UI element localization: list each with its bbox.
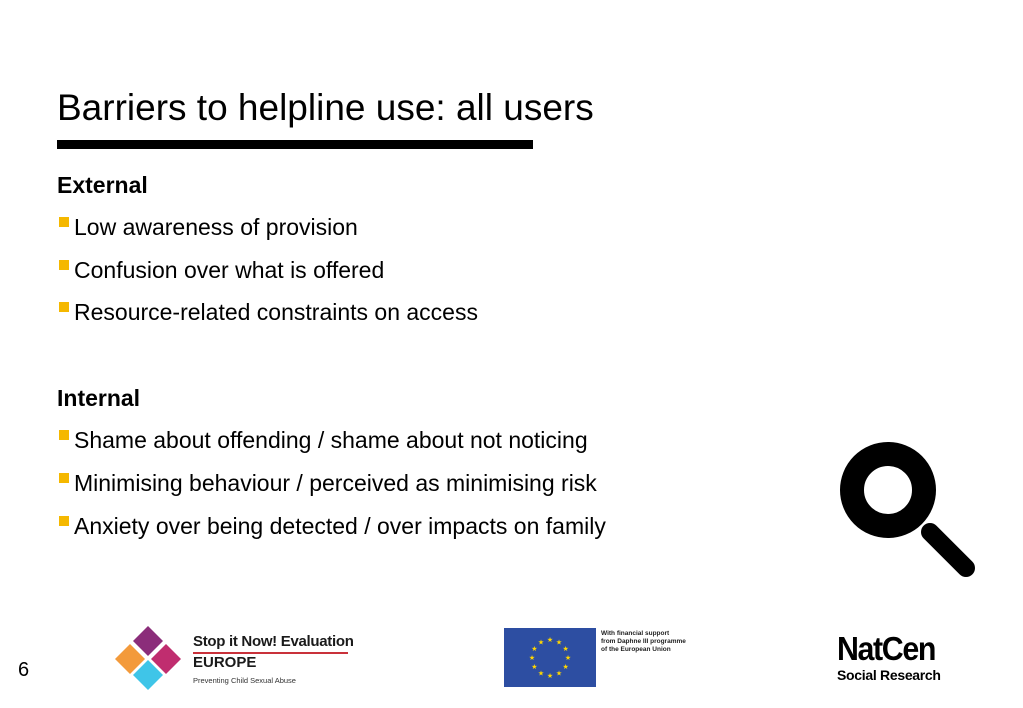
stop-logo-line1: Stop it Now! Evaluation — [193, 633, 354, 650]
bullet-text: Low awareness of provision — [74, 214, 358, 240]
page-number: 6 — [18, 659, 30, 681]
eu-star-icon: ★ — [555, 639, 563, 647]
square-bullet-icon — [59, 260, 69, 270]
bullet-text: Confusion over what is offered — [74, 257, 385, 283]
square-bullet-icon — [59, 302, 69, 312]
bullet-text: Shame about offending / shame about not noticing — [74, 427, 588, 453]
eu-star-icon: ★ — [546, 637, 554, 644]
stop-it-now-logo-text — [193, 633, 354, 685]
natcen-name: NatCen — [837, 630, 936, 667]
eu-star-icon: ★ — [546, 673, 554, 680]
natcen-logo — [837, 631, 944, 683]
eu-line1: With financial support — [601, 630, 670, 637]
magnifying-glass-icon — [838, 440, 978, 580]
eu-star-icon: ★ — [531, 664, 538, 671]
eu-line2: from Daphne III programme — [601, 638, 686, 645]
square-bullet-icon — [59, 430, 69, 440]
eu-star-icon: ★ — [562, 646, 569, 653]
bullet-item — [59, 426, 588, 454]
square-bullet-icon — [59, 217, 69, 227]
eu-star-icon: ★ — [537, 670, 545, 678]
stop-it-now-logo-icon — [113, 624, 183, 690]
bullet-text: Resource-related constraints on access — [74, 299, 478, 325]
eu-line3: of the European Union — [601, 646, 671, 653]
eu-star-icon: ★ — [564, 655, 572, 662]
bullet-item — [59, 512, 606, 540]
bullet-text: Minimising behaviour / perceived as minimising risk — [74, 470, 597, 496]
section-heading-internal: Internal — [57, 385, 141, 411]
eu-star-icon: ★ — [555, 670, 563, 678]
stop-logo-tagline: Preventing Child Sexual Abuse — [193, 676, 296, 685]
bullet-item — [59, 256, 384, 284]
stop-logo-line2: EUROPE — [193, 654, 257, 671]
eu-flag-icon — [504, 628, 596, 687]
eu-star-icon: ★ — [528, 655, 536, 662]
bullet-item — [59, 213, 358, 241]
square-bullet-icon — [59, 516, 69, 526]
square-bullet-icon — [59, 473, 69, 483]
eu-funding-text — [601, 630, 686, 654]
bullet-item — [59, 469, 597, 497]
section-heading-external: External — [57, 172, 148, 198]
eu-star-icon: ★ — [537, 639, 545, 647]
title-underline — [57, 140, 533, 149]
bullet-text: Anxiety over being detected / over impacts on family — [74, 513, 606, 539]
bullet-item — [59, 298, 478, 326]
eu-star-icon: ★ — [562, 664, 569, 671]
slide-title: Barriers to helpline use: all users — [57, 87, 594, 128]
natcen-subtitle: Social Research — [837, 667, 941, 683]
eu-star-icon: ★ — [531, 646, 538, 653]
